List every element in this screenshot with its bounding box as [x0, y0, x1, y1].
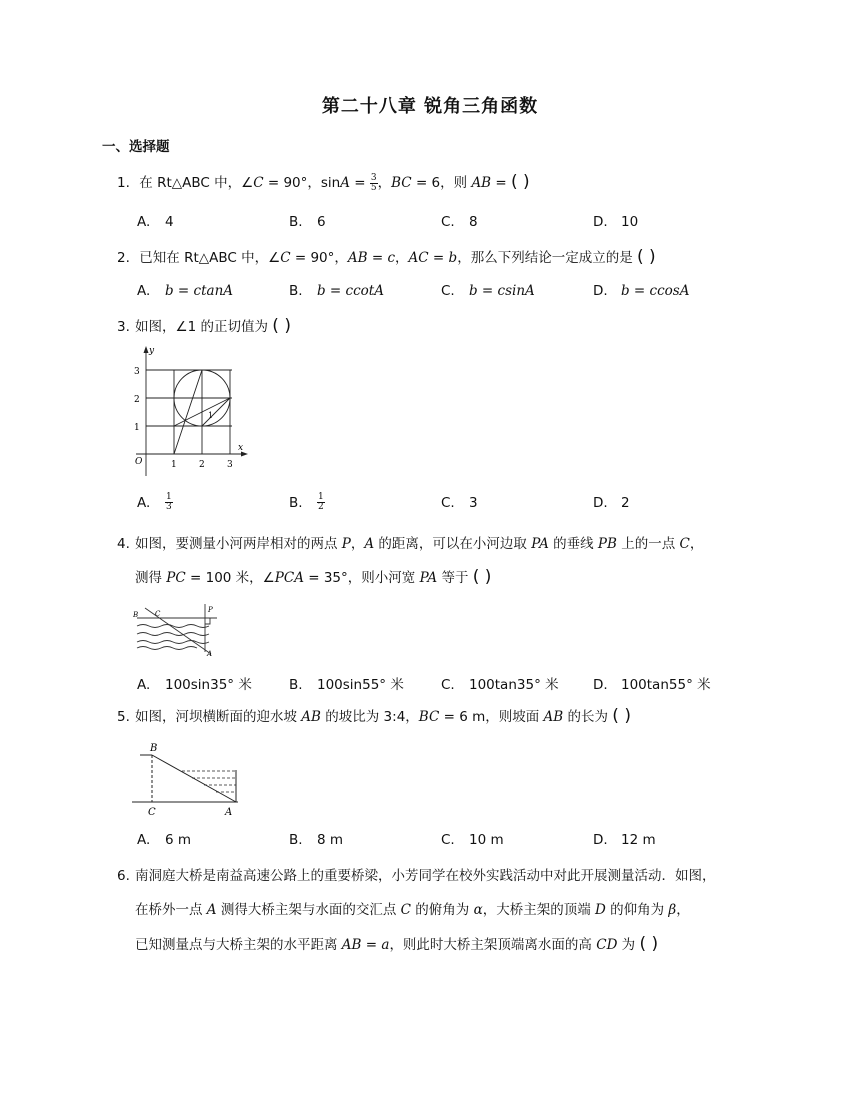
- point-label-b: B: [150, 743, 158, 754]
- question-6-line-2: 在桥外一点 A 测得大桥主架与水面的交汇点 C 的俯角为 α，大桥主架的顶端 D 的仰角为 β，: [135, 902, 690, 918]
- x-tick: 1: [171, 460, 177, 470]
- question-number: 6.: [117, 868, 130, 884]
- question-number: 3.: [117, 319, 130, 335]
- option-d[interactable]: D. 2: [593, 495, 630, 511]
- option-d[interactable]: D. 100tan55° 米: [593, 677, 711, 693]
- option-b[interactable]: B. 6: [289, 214, 326, 230]
- option-c[interactable]: C. 10 m: [441, 832, 504, 848]
- option-c[interactable]: C. 8: [441, 214, 478, 230]
- question-2: 2. 已知在 Rt△ABC 中，∠C = 90°，AB = c，AC = b，那么下列结论一定成立的是 ( ): [117, 247, 656, 267]
- option-c[interactable]: C. b = csinA: [441, 283, 535, 299]
- option-b[interactable]: B. 8 m: [289, 832, 344, 848]
- question-4-line-2: 测得 PC = 100 米，∠PCA = 35°，则小河宽 PA 等于 ( ): [135, 567, 492, 587]
- question-number: 5.: [117, 709, 130, 725]
- question-4-line-1: 4. 如图，要测量小河两岸相对的两点 P，A 的距离，可以在小河边取 PA 的垂线 PB 上的一点 C，: [117, 536, 704, 552]
- answer-blank: ( ): [272, 316, 291, 336]
- question-6-line-3: 已知测量点与大桥主架的水平距离 AB = a，则此时大桥主架顶端离水面的高 CD 为 ( ): [135, 934, 659, 954]
- option-a[interactable]: A. $\frac{1}{3}$: [137, 492, 172, 512]
- origin-label: O: [135, 457, 143, 467]
- question-number: 4.: [117, 536, 130, 552]
- option-a[interactable]: A. b = ctanA: [137, 283, 234, 299]
- point-label-c: C: [155, 610, 161, 618]
- option-a[interactable]: A. 100sin35° 米: [137, 677, 252, 693]
- river-figure: [133, 602, 221, 658]
- point-label-a: A: [207, 650, 213, 658]
- option-b[interactable]: B. 100sin55° 米: [289, 677, 404, 693]
- y-axis-label: y: [149, 346, 155, 356]
- x-tick: 3: [227, 460, 233, 470]
- point-label-c: C: [148, 807, 156, 818]
- question-3: 3. 如图，∠1 的正切值为 ( ): [117, 316, 291, 336]
- answer-blank: ( ): [612, 706, 631, 726]
- point-label-a: A: [225, 807, 233, 818]
- grid-circle-figure: [130, 342, 252, 477]
- question-6-line-1: 6. 南洞庭大桥是南益高速公路上的重要桥梁，小芳同学在校外实践活动中对此开展测量活动．如图，: [117, 868, 716, 884]
- answer-blank: ( ): [637, 247, 656, 267]
- option-d[interactable]: D. 12 m: [593, 832, 656, 848]
- option-c[interactable]: C. 100tan35° 米: [441, 677, 559, 693]
- x-axis-label: x: [238, 443, 244, 453]
- question-number: 1.: [117, 175, 130, 191]
- y-tick: 1: [134, 423, 140, 433]
- option-a[interactable]: A. 6 m: [137, 832, 192, 848]
- option-d[interactable]: D. b = ccosA: [593, 283, 690, 299]
- option-b[interactable]: B. b = ccotA: [289, 283, 384, 299]
- option-b[interactable]: B. $\frac{1}{2}$: [289, 492, 324, 512]
- page-title: 第二十八章 锐角三角函数: [321, 96, 539, 117]
- answer-blank: ( ): [472, 567, 492, 587]
- option-a[interactable]: A. 4: [137, 214, 174, 230]
- answer-blank: ( ): [511, 172, 530, 192]
- section-heading: 一、选择题: [102, 139, 170, 155]
- question-number: 2.: [117, 250, 130, 266]
- dam-figure: [130, 740, 242, 818]
- answer-blank: ( ): [639, 934, 659, 954]
- angle-label: 1: [208, 411, 214, 420]
- option-c[interactable]: C. 3: [441, 495, 478, 511]
- question-1: 1. 在 Rt△ABC 中，∠C = 90°，sinA = $\frac{3}{5}$ ，BC = 6，则 AB = ( ): [117, 172, 530, 193]
- y-tick: 3: [134, 367, 140, 377]
- x-tick: 2: [199, 460, 205, 470]
- question-5: 5. 如图，河坝横断面的迎水坡 AB 的坡比为 3:4，BC = 6 m，则坡面 AB 的长为 ( ): [117, 706, 631, 726]
- option-d[interactable]: D. 10: [593, 214, 639, 230]
- point-label-p: P: [208, 606, 213, 614]
- y-tick: 2: [134, 395, 140, 405]
- point-label-b: B: [133, 611, 139, 619]
- fraction: $\frac{3}{5}$: [370, 172, 377, 193]
